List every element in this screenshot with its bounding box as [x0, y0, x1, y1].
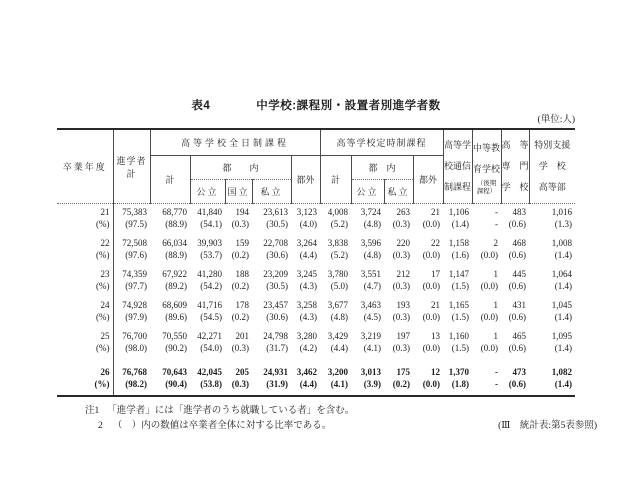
percent-cell: (0.3): [392, 219, 411, 229]
value-cell: 159: [235, 238, 249, 248]
percent-cell: (97.9): [125, 312, 147, 322]
percent-cell: (97.7): [125, 281, 147, 291]
percent-cell: (0.0): [422, 379, 441, 389]
percent-cell: (98.0): [125, 343, 147, 353]
percent-cell: (88.9): [165, 250, 187, 260]
percent-cell: (1.4): [554, 281, 573, 291]
percent-cell: (0.0): [480, 343, 499, 353]
col-header-fulltime-private: 私立: [252, 180, 291, 204]
percent-cell: (4.0): [299, 219, 318, 229]
row-year-label: 24: [57, 297, 113, 311]
col-header-fulltime-outside-tokyo: 都外: [291, 156, 320, 204]
value-cell: 263: [396, 207, 411, 217]
value-cell: 473: [512, 367, 527, 377]
value-cell: 12: [431, 367, 441, 377]
value-cell: 23,613: [263, 207, 288, 217]
percent-cell: (0.2): [231, 281, 249, 291]
percent-cell: (53.7): [200, 250, 222, 260]
percent-cell: (30.5): [266, 281, 288, 291]
percent-cell: (0.3): [231, 343, 249, 353]
value-cell: 3,219: [360, 331, 382, 341]
value-cell: 212: [396, 269, 411, 279]
percent-cell: -: [495, 379, 499, 389]
value-cell: 1: [493, 300, 499, 310]
percent-cell: (0.6): [508, 312, 527, 322]
table-row: [57, 249, 575, 266]
value-cell: 68,770: [162, 207, 187, 217]
value-cell: 3,596: [360, 238, 382, 248]
percent-cell: (0.0): [422, 281, 441, 291]
percent-cell: (30.6): [266, 250, 288, 260]
value-cell: 201: [235, 331, 249, 341]
value-cell: 1,370: [448, 367, 470, 377]
table-body: [57, 204, 575, 397]
footnotes: [85, 404, 597, 434]
row-year-label: 26: [57, 359, 113, 378]
percent-cell: (30.6): [266, 312, 288, 322]
value-cell: 41,280: [197, 269, 222, 279]
percent-cell: (0.0): [422, 312, 441, 322]
col-header-parttime-sum: 計: [320, 156, 351, 204]
percent-cell: (5.0): [330, 281, 349, 291]
table-row: [57, 359, 575, 378]
percent-cell: (0.3): [392, 281, 411, 291]
value-cell: 1,008: [551, 238, 573, 248]
percent-cell: (89.6): [165, 312, 187, 322]
col-group-fulltime-course: 高等学校全日制課程: [150, 129, 320, 156]
statistics-table: [57, 128, 575, 397]
percent-cell: (0.3): [392, 250, 411, 260]
value-cell: 3,677: [327, 300, 349, 310]
value-cell: 1,082: [551, 367, 573, 377]
value-cell: 67,922: [162, 269, 187, 279]
statistics-reference-note: (Ⅲ 統計表:第5表参照): [498, 421, 597, 431]
value-cell: 1,064: [551, 269, 573, 279]
percent-cell: (89.2): [165, 281, 187, 291]
table-row: [57, 297, 575, 311]
percent-cell: (53.8): [200, 379, 222, 389]
col-group-parttime-course: 高等学校定時制課程: [320, 129, 443, 156]
value-cell: 13: [431, 331, 441, 341]
value-cell: 1,016: [551, 207, 573, 217]
value-cell: 1,160: [448, 331, 470, 341]
table-row: [57, 328, 575, 342]
value-cell: 4,008: [327, 207, 349, 217]
col-header-parttime-public: 公立: [351, 180, 384, 204]
percent-cell: (0.0): [480, 250, 499, 260]
value-cell: 76,768: [122, 367, 147, 377]
value-cell: 3,463: [360, 300, 382, 310]
value-cell: 17: [431, 269, 441, 279]
col-header-parttime-outside-tokyo: 都外: [413, 156, 443, 204]
value-cell: 3,838: [327, 238, 349, 248]
value-cell: 23,457: [263, 300, 288, 310]
percent-cell: (0.6): [508, 281, 527, 291]
percent-cell: (1.4): [554, 343, 573, 353]
value-cell: 75,383: [122, 207, 147, 217]
value-cell: 3,429: [327, 331, 349, 341]
value-cell: 42,045: [197, 367, 222, 377]
footnote-1-text: 「進学者」には「進学者のうち就職している者」を含む。: [107, 406, 355, 416]
value-cell: 220: [396, 238, 411, 248]
row-year-label: 22: [57, 235, 113, 249]
value-cell: 3,780: [327, 269, 349, 279]
percent-cell: (1.4): [554, 379, 573, 389]
value-cell: 24,798: [263, 331, 288, 341]
percent-cell: (0.6): [508, 219, 527, 229]
value-cell: 3,200: [327, 367, 349, 377]
value-cell: 22: [431, 238, 441, 248]
value-cell: 1,045: [551, 300, 573, 310]
value-cell: 1,158: [448, 238, 470, 248]
percent-cell: (1.5): [451, 281, 470, 291]
value-cell: 23,209: [263, 269, 288, 279]
row-year-label: 25: [57, 328, 113, 342]
table-title-text: 中学校:課程別・設置者別進学者数: [256, 100, 441, 112]
value-cell: 42,271: [197, 331, 222, 341]
value-cell: 3,462: [296, 367, 318, 377]
col-header-total-advancers: 進学者計: [113, 129, 150, 204]
percent-cell: (0.2): [231, 250, 249, 260]
value-cell: 3,245: [296, 269, 318, 279]
table-row: [57, 342, 575, 359]
percent-cell: (0.0): [422, 343, 441, 353]
percent-cell: (0.0): [480, 312, 499, 322]
value-cell: 3,258: [296, 300, 318, 310]
percent-cell: (0.3): [231, 219, 249, 229]
value-cell: 3,123: [296, 207, 318, 217]
percent-cell: (4.1): [330, 379, 349, 389]
percent-cell: (0.6): [508, 250, 527, 260]
percent-cell: (1.5): [451, 343, 470, 353]
row-year-label: (%): [57, 311, 113, 328]
row-year-label: (%): [57, 280, 113, 297]
value-cell: 41,716: [197, 300, 222, 310]
value-cell: 21: [431, 300, 441, 310]
value-cell: 483: [512, 207, 527, 217]
col-header-fulltime-within-tokyo: 都 内: [190, 156, 291, 180]
table-title: [57, 99, 575, 113]
percent-cell: (4.4): [299, 250, 318, 260]
row-year-label: (%): [57, 218, 113, 235]
percent-cell: (98.2): [125, 379, 147, 389]
col-header-correspondence-course: 高等学 校通信 制課程: [443, 129, 472, 204]
percent-cell: (31.7): [266, 343, 288, 353]
value-cell: 468: [512, 238, 527, 248]
percent-cell: (0.0): [422, 219, 441, 229]
value-cell: 3,264: [296, 238, 318, 248]
table-header: [57, 129, 575, 204]
row-year-label: (%): [57, 249, 113, 266]
percent-cell: (31.9): [266, 379, 288, 389]
col-header-fulltime-public: 公立: [190, 180, 225, 204]
unit-note: (単位:人): [537, 115, 575, 125]
value-cell: 3,280: [296, 331, 318, 341]
col-header-special-support-school: 特別支援 学 校 高等部: [529, 129, 575, 204]
value-cell: 66,034: [162, 238, 187, 248]
value-cell: 2: [493, 238, 499, 248]
value-cell: 74,928: [122, 300, 147, 310]
value-cell: 1: [493, 331, 499, 341]
value-cell: 24,931: [263, 367, 288, 377]
value-cell: 178: [235, 300, 249, 310]
value-cell: 1,106: [448, 207, 470, 217]
value-cell: 74,359: [122, 269, 147, 279]
col-header-graduation-year: 卒業年度: [57, 129, 113, 204]
value-cell: 175: [396, 367, 411, 377]
value-cell: 21: [431, 207, 441, 217]
value-cell: 1,095: [551, 331, 573, 341]
value-cell: 431: [512, 300, 527, 310]
value-cell: 445: [512, 269, 527, 279]
value-cell: 76,700: [122, 331, 147, 341]
percent-cell: (97.6): [125, 250, 147, 260]
table-row: [57, 218, 575, 235]
value-cell: 1: [493, 269, 499, 279]
percent-cell: (0.2): [392, 379, 411, 389]
percent-cell: (1.4): [451, 219, 470, 229]
value-cell: 194: [235, 207, 249, 217]
table-row: [57, 280, 575, 297]
percent-cell: -: [495, 219, 499, 229]
percent-cell: (1.6): [451, 250, 470, 260]
value-cell: 70,643: [162, 367, 187, 377]
percent-cell: (1.5): [451, 312, 470, 322]
percent-cell: (90.2): [165, 343, 187, 353]
row-year-label: 21: [57, 204, 113, 219]
percent-cell: (1.3): [554, 219, 573, 229]
percent-cell: (4.8): [363, 219, 382, 229]
table-row: [57, 235, 575, 249]
value-cell: 41,840: [197, 207, 222, 217]
value-cell: 188: [235, 269, 249, 279]
col-header-secondary-education-school: 中等教 育学校 （後期 課程）: [472, 129, 501, 204]
percent-cell: (0.6): [508, 343, 527, 353]
percent-cell: (4.7): [363, 281, 382, 291]
table-row: [57, 378, 575, 396]
percent-cell: (54.5): [200, 312, 222, 322]
value-cell: 3,724: [360, 207, 382, 217]
value-cell: 1,147: [448, 269, 470, 279]
percent-cell: (5.2): [330, 219, 349, 229]
percent-cell: (0.0): [480, 281, 499, 291]
value-cell: 22,708: [263, 238, 288, 248]
row-year-label: 23: [57, 266, 113, 280]
value-cell: -: [495, 367, 499, 377]
percent-cell: (4.4): [299, 379, 318, 389]
value-cell: 72,508: [122, 238, 147, 248]
value-cell: 39,903: [197, 238, 222, 248]
percent-cell: (5.2): [330, 250, 349, 260]
percent-cell: (4.5): [363, 312, 382, 322]
table-row: [57, 266, 575, 280]
value-cell: -: [495, 207, 499, 217]
table-number: 表4: [191, 100, 211, 112]
footnote-1: [85, 404, 597, 419]
value-cell: 197: [396, 331, 411, 341]
percent-cell: (4.8): [363, 250, 382, 260]
percent-cell: (4.4): [330, 343, 349, 353]
percent-cell: (4.1): [363, 343, 382, 353]
percent-cell: (4.2): [299, 343, 318, 353]
percent-cell: (0.0): [422, 250, 441, 260]
row-year-label: (%): [57, 342, 113, 359]
value-cell: 1,165: [448, 300, 470, 310]
percent-cell: (30.5): [266, 219, 288, 229]
value-cell: 68,609: [162, 300, 187, 310]
col-header-technical-college: 高 等 専 門 学 校: [501, 129, 529, 204]
percent-cell: (97.5): [125, 219, 147, 229]
footnote-2-text: （ ）内の数値は卒業者全体に対する比率である。: [112, 421, 332, 431]
table-row: [57, 311, 575, 328]
percent-cell: (54.0): [200, 343, 222, 353]
percent-cell: (1.8): [451, 379, 470, 389]
percent-cell: (4.3): [299, 312, 318, 322]
value-cell: 465: [512, 331, 527, 341]
percent-cell: (54.2): [200, 281, 222, 291]
value-cell: 70,550: [162, 331, 187, 341]
percent-cell: (4.3): [299, 281, 318, 291]
percent-cell: (0.3): [392, 312, 411, 322]
row-year-label: (%): [57, 378, 113, 396]
percent-cell: (54.1): [200, 219, 222, 229]
percent-cell: (3.9): [363, 379, 382, 389]
percent-cell: (0.3): [231, 379, 249, 389]
table-row: [57, 204, 575, 219]
percent-cell: (1.4): [554, 250, 573, 260]
percent-cell: (0.3): [392, 343, 411, 353]
value-cell: 3,551: [360, 269, 382, 279]
percent-cell: (1.4): [554, 312, 573, 322]
percent-cell: (88.9): [165, 219, 187, 229]
col-header-parttime-private: 私立: [384, 180, 413, 204]
value-cell: 193: [396, 300, 411, 310]
percent-cell: (0.6): [508, 379, 527, 389]
footnote-2-label: 2: [98, 421, 103, 431]
footnote-1-label: 注1: [85, 406, 100, 416]
col-header-fulltime-sum: 計: [150, 156, 190, 204]
value-cell: 3,013: [360, 367, 382, 377]
col-header-parttime-within-tokyo: 都 内: [351, 156, 413, 180]
value-cell: 205: [235, 367, 249, 377]
percent-cell: (0.2): [231, 312, 249, 322]
col-header-fulltime-national: 国立: [225, 180, 252, 204]
percent-cell: (90.4): [165, 379, 187, 389]
percent-cell: (4.8): [330, 312, 349, 322]
